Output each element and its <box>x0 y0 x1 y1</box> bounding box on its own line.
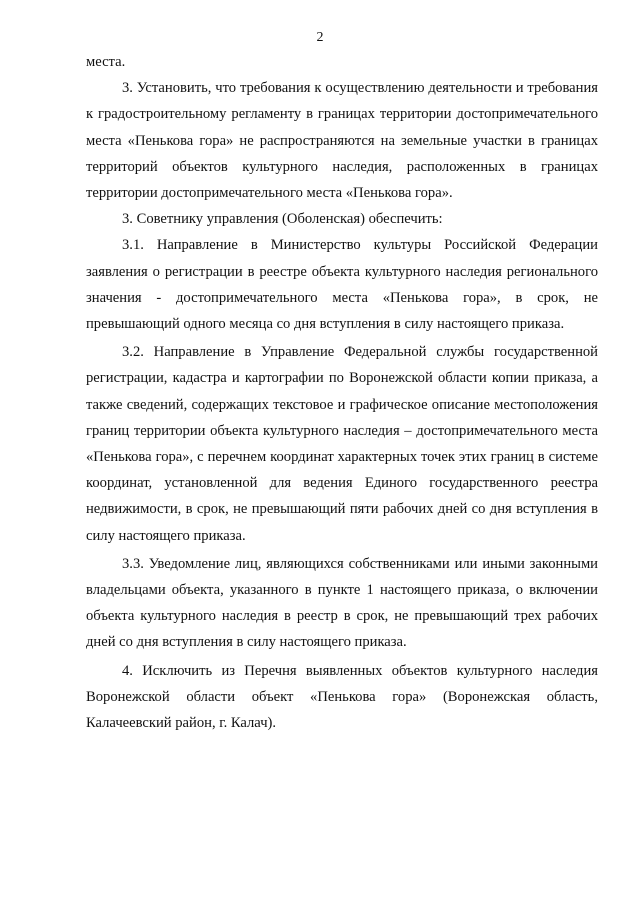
paragraph-item-3-requirements: 3. Установить, что требования к осуществлению деятельности и требования к градостроительному регламенту в границах территории достопримечательного места «Пенькова гора» не распространяются на земельные участки в границах территорий объектов культурного наследия, расположенных в границах территории достопримечательного места «Пенькова гора». <box>86 80 598 202</box>
paragraph-item-4: 4. Исключить из Перечня выявленных объектов культурного наследия Воронежской области объект «Пенькова гора» (Воронежская область, Калачеевский район, г. Калач). <box>86 662 598 732</box>
document-body <box>86 49 598 736</box>
paragraph-item-3-adviser: 3. Советнику управления (Оболенская) обеспечить: <box>122 211 443 228</box>
paragraph-item-3-2: 3.2. Направление в Управление Федеральной службы государственной регистрации, кадастра и картографии по Воронежской области копии приказа, а также сведений, содержащих текстовое и графическое описание местоположения границ территории объекта культурного наследия – достопримечательного места «Пенькова гора», с перечнем координат характерных точек этих границ в системе координат, установленной для ведения Единого государственного реестра недвижимости, в срок, не превышающий пяти рабочих дней со дня вступления в силу настоящего приказа. <box>86 344 598 544</box>
paragraph-item-3-1: 3.1. Направление в Министерство культуры Российской Федерации заявления о регистрации в реестре объекта культурного наследия регионального значения - достопримечательного места «Пенькова гора», в срок, не превышающий одного месяца со дня вступления в силу настоящего приказа. <box>86 237 598 333</box>
paragraph-item-3-3: 3.3. Уведомление лиц, являющихся собственниками или иными законными владельцами объекта, указанного в пункте 1 настоящего приказа, о включении объекта культурного наследия в реестр в срок, не превышающий трех рабочих дней со дня вступления в силу настоящего приказа. <box>86 555 598 651</box>
paragraph-continuation: места. <box>86 54 126 70</box>
page-number: 2 <box>316 30 324 45</box>
